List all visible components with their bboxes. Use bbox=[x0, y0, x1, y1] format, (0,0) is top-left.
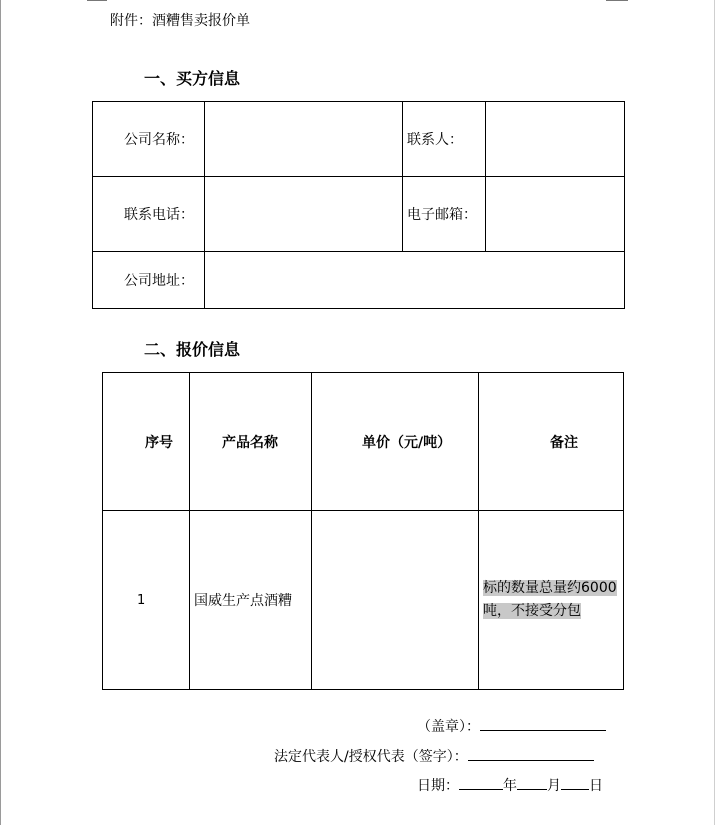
buyer-info-table bbox=[92, 101, 625, 309]
table-row bbox=[93, 102, 625, 177]
month-blank[interactable] bbox=[517, 776, 547, 790]
phone-field[interactable] bbox=[205, 177, 403, 252]
month-label: 月 bbox=[547, 778, 561, 794]
note-line-2: 吨，不接受分包 bbox=[483, 603, 581, 619]
signature-line bbox=[274, 746, 594, 766]
date-line bbox=[417, 775, 603, 795]
date-label: 日期： bbox=[417, 778, 459, 794]
seal-blank[interactable] bbox=[480, 717, 606, 731]
day-label: 日 bbox=[589, 778, 603, 794]
contact-person-label: 联系人： bbox=[403, 102, 486, 177]
unit-price-field[interactable] bbox=[312, 511, 479, 690]
column-header-product: 产品名称 bbox=[190, 373, 312, 511]
phone-label: 联系电话： bbox=[93, 177, 205, 252]
column-header-index: 序号 bbox=[103, 373, 190, 511]
crop-mark-top-right bbox=[606, 0, 628, 1]
table-row bbox=[103, 511, 624, 690]
email-field[interactable] bbox=[486, 177, 625, 252]
address-field[interactable] bbox=[205, 252, 625, 309]
contact-person-field[interactable] bbox=[486, 102, 625, 177]
signature-blank[interactable] bbox=[468, 747, 594, 761]
email-label: 电子邮箱： bbox=[403, 177, 486, 252]
signature-label: 法定代表人/授权代表（签字）： bbox=[274, 749, 468, 765]
company-name-field[interactable] bbox=[205, 102, 403, 177]
page-edge-left bbox=[0, 0, 1, 825]
table-row bbox=[93, 177, 625, 252]
year-label: 年 bbox=[503, 778, 517, 794]
page-edge-right bbox=[714, 0, 715, 825]
table-header-row bbox=[103, 373, 624, 511]
table-row bbox=[93, 252, 625, 309]
crop-mark-top-left bbox=[87, 0, 107, 1]
product-name-cell: 国威生产点酒糟 bbox=[190, 511, 312, 690]
company-name-label: 公司名称： bbox=[93, 102, 205, 177]
day-blank[interactable] bbox=[561, 776, 589, 790]
year-blank[interactable] bbox=[459, 776, 503, 790]
address-label: 公司地址： bbox=[93, 252, 205, 309]
seal-line bbox=[417, 716, 606, 736]
note-line-1: 标的数量总量约6000 bbox=[483, 580, 617, 596]
quote-section-heading: 二、报价信息 bbox=[144, 340, 241, 359]
buyer-section-heading: 一、买方信息 bbox=[144, 69, 241, 88]
note-cell bbox=[479, 511, 624, 690]
quote-info-table bbox=[102, 372, 624, 690]
seal-label: （盖章）： bbox=[417, 719, 480, 735]
row-index-cell: 1 bbox=[103, 511, 190, 690]
attachment-title: 附件：酒糟售卖报价单 bbox=[110, 13, 250, 29]
column-header-unit-price: 单价（元/吨） bbox=[312, 373, 479, 511]
column-header-note: 备注 bbox=[479, 373, 624, 511]
